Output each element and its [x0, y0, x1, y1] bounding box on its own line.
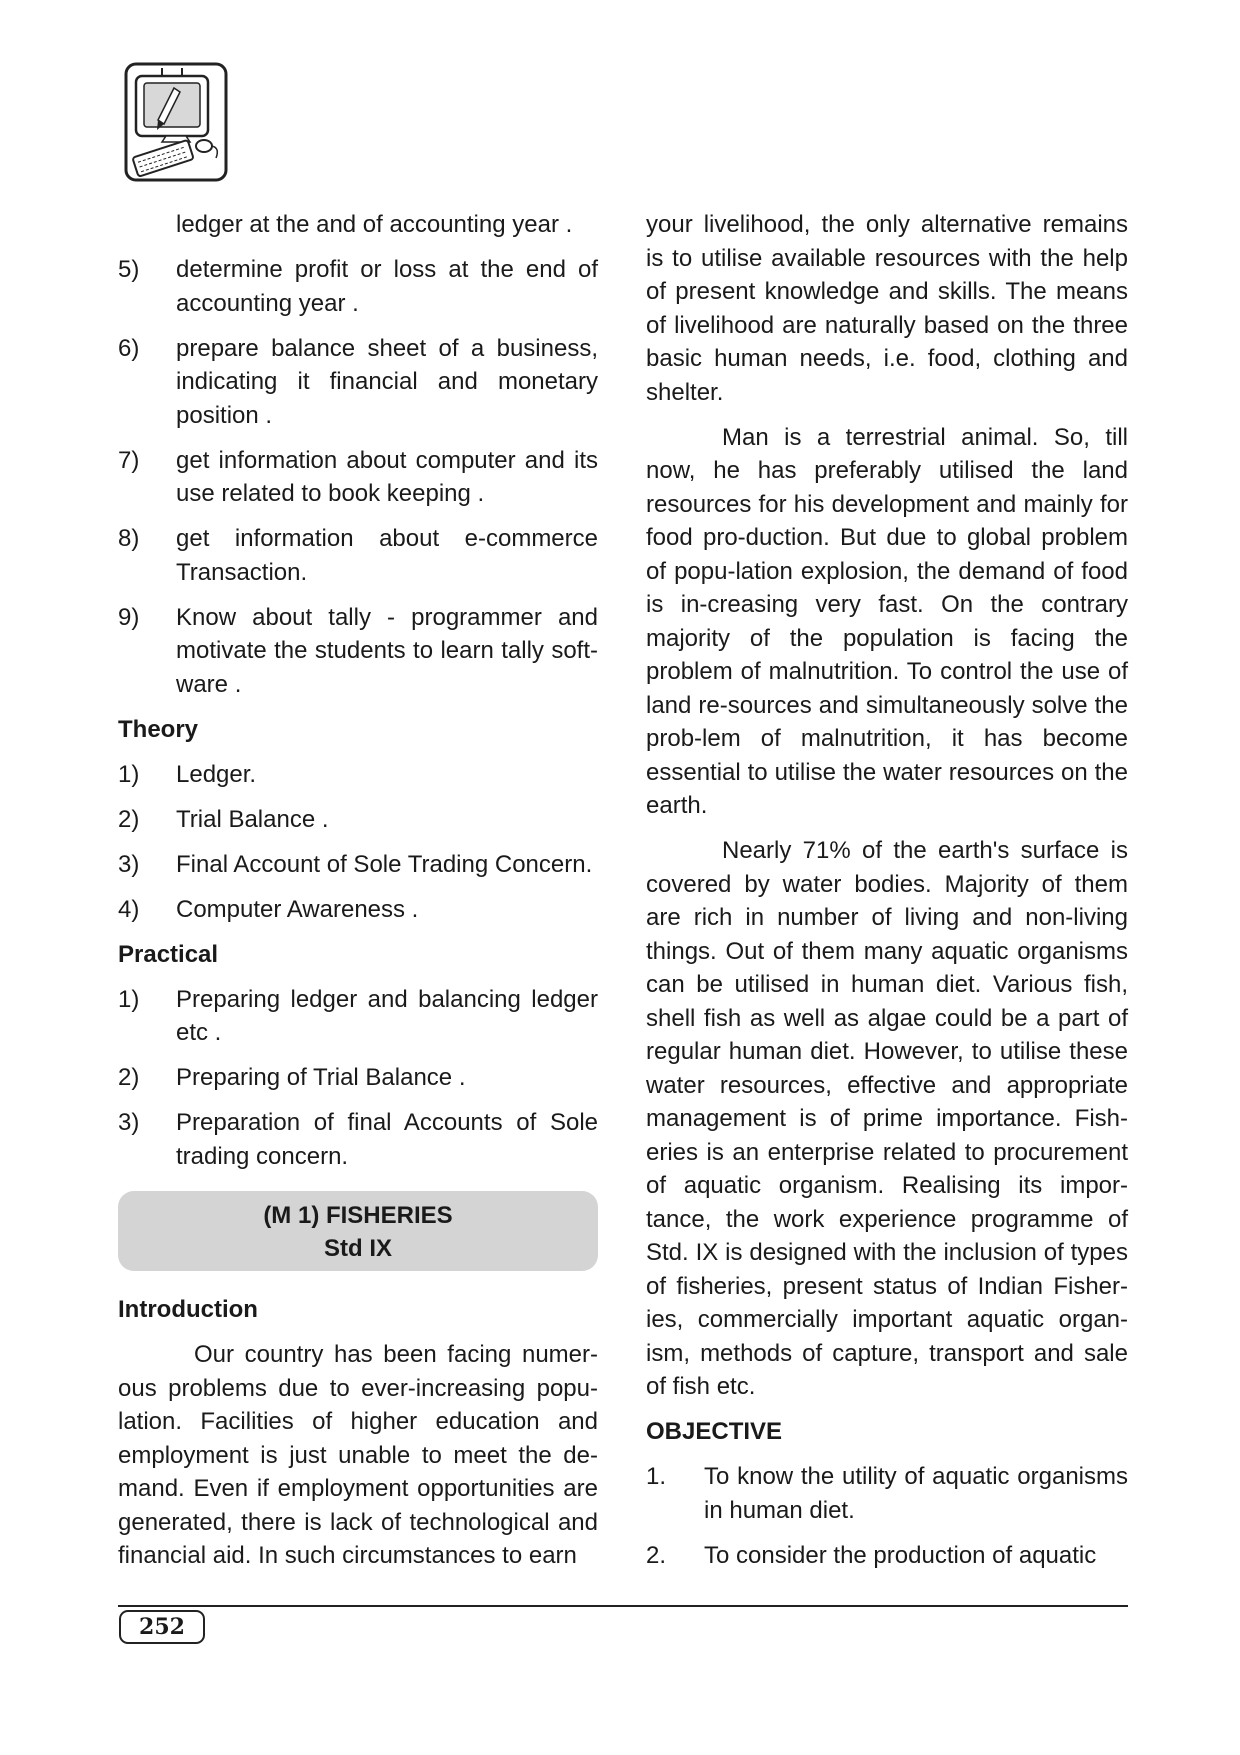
practical-item: [118, 983, 598, 1050]
section-banner: [118, 1191, 598, 1271]
list-item: [118, 522, 598, 589]
list-number: 7): [118, 446, 140, 474]
paragraph-text: Our country has been facing numer-ous problems due to ever-increasing popu-lation. Facilities of higher education and employment is just unable to meet the de-mand. Even if employment opportunities are generated, there is lack of technological and financial aid. In such circumstances to earn: [118, 1341, 598, 1569]
objective-item: [646, 1460, 1128, 1527]
left-column: [118, 208, 598, 1584]
right-column: [646, 208, 1128, 1584]
list-text: get information about computer and its use related to book keeping .: [176, 446, 598, 507]
list-number: 2.: [646, 1541, 667, 1569]
list-item: [118, 253, 598, 320]
list-text: get information about e-commerce Transaction.: [176, 525, 598, 586]
footer-rule: [118, 1605, 1128, 1607]
list-text: determine profit or loss at the end of accounting year .: [176, 256, 598, 317]
list-number: 2): [118, 1064, 140, 1091]
list-number: 2): [118, 805, 140, 833]
list-text: Ledger.: [176, 760, 257, 788]
continued-item-text: ledger at the and of accounting year .: [176, 211, 573, 238]
list-text: Final Account of Sole Trading Concern.: [176, 850, 593, 878]
paragraph: [646, 421, 1128, 823]
list-number: 6): [118, 334, 140, 362]
paragraph: [646, 834, 1128, 1404]
theory-item: [118, 758, 598, 792]
list-number: 4): [118, 895, 140, 923]
list-number: 5): [118, 256, 140, 283]
list-text: To consider the production of aquatic: [704, 1541, 1097, 1569]
list-text: Trial Balance .: [176, 805, 329, 833]
list-text: Know about tally - programmer and motivate the students to learn tally soft-ware .: [176, 603, 598, 698]
list-item: [118, 444, 598, 511]
list-text: Computer Awareness .: [176, 895, 419, 923]
paragraph-text: Man is a terrestrial animal. So, till now, he has preferably utilised the land resources for his development and mainly for food pro-duction. But due to global problem of popu-lation explosion, the demand of food is in-creasing very fast. On the contrary majority of the population is facing the problem of malnutrition. To control the use of land re-sources and simultaneously solve the prob-lem of malnutrition, it has become essential to utilise the water resources on the earth.: [646, 423, 1128, 819]
objective-heading: OBJECTIVE: [646, 1418, 783, 1445]
list-text: prepare balance sheet of a business, indicating it financial and monetary position .: [176, 334, 598, 429]
list-number: 1): [118, 760, 140, 788]
paragraph: [646, 208, 1128, 409]
practical-heading: Practical: [118, 940, 219, 968]
list-item: [118, 332, 598, 433]
computer-drawing-icon: [124, 62, 228, 182]
list-text: Preparing of Trial Balance .: [176, 1064, 466, 1091]
list-number: 3): [118, 850, 140, 878]
theory-item: [118, 803, 598, 837]
theory-item: [118, 848, 598, 882]
list-text: To know the utility of aquatic organisms in human diet.: [704, 1463, 1128, 1524]
list-number: 8): [118, 525, 140, 552]
theory-heading: Theory: [118, 715, 199, 743]
list-text: Preparation of final Accounts of Sole trading concern.: [176, 1109, 598, 1170]
list-text: Preparing ledger and balancing ledger etc .: [176, 985, 598, 1046]
list-number: 9): [118, 603, 140, 631]
list-number: 3): [118, 1109, 140, 1136]
practical-item: [118, 1106, 598, 1173]
practical-item: [118, 1061, 598, 1095]
paragraph-text: Nearly 71% of the earth's surface is covered by water bodies. Majority of them are rich in number of living and non-living things. Out of them many aquatic organisms can be utilised in human diet. Various fish, shell fish as well as algae could be a part of regular human diet. However, to utilise these water resources, effective and appropriate management is of prime importance. Fish-eries is an enterprise related to procurement of aquatic organism. Realising its impor-tance, the work experience programme of Std. IX is designed with the inclusion of types of fisheries, present status of Indian Fisher-ies, commercially important aquatic organ-ism, methods of capture, transport and sale of fish etc.: [646, 837, 1128, 1400]
banner-title: (M 1) FISHERIES: [263, 1202, 453, 1229]
objective-item: [646, 1539, 1128, 1573]
banner-subtitle: Std IX: [323, 1235, 392, 1262]
paragraph-text: your livelihood, the only alternative remains is to utilise available resources with the help of present knowledge and skills. The means of livelihood are naturally based on the three basic human needs, i.e. food, clothing and shelter.: [646, 211, 1128, 406]
introduction-heading: Introduction: [118, 1296, 258, 1323]
page-number: 252: [119, 1610, 205, 1644]
theory-item: [118, 893, 598, 927]
list-number: 1.: [646, 1463, 667, 1490]
introduction-paragraph: [118, 1338, 598, 1573]
list-item: [118, 601, 598, 702]
list-number: 1): [118, 985, 140, 1013]
